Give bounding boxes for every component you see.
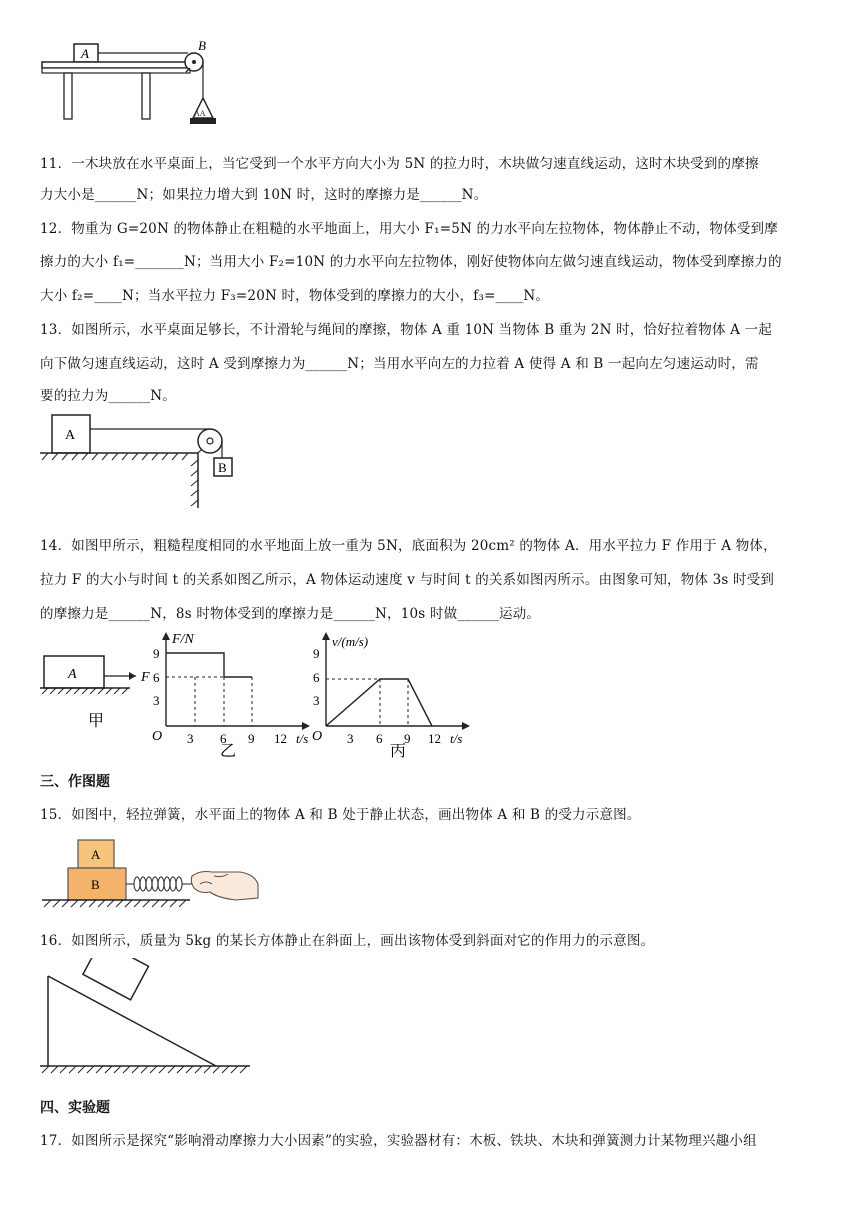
q14-line-1: 14．如图甲所示，粗糙程度相同的水平地面上放一重为 5N，底面积为 20cm² 的物体 A．用水平拉力 F 作用于 A 物体， (40, 538, 777, 554)
q12-line-2: 擦力的大小 f₁=_______N；当用大小 F₂=10N 的力水平向左拉物体，刚好使物体向左做匀速直线运动，物体受到摩擦力的 (40, 254, 782, 270)
q14-bing-xtick-9: 9 (404, 731, 411, 746)
q15-block-a-label: A (91, 847, 101, 862)
block-a-label: A (81, 46, 89, 61)
q15-block-b-label: B (91, 877, 100, 892)
q14-bing-ytick-6: 6 (313, 670, 320, 685)
q14-yi-ytick-9: 9 (153, 646, 160, 661)
q11-line-1: 11．一木块放在水平桌面上，当它受到一个水平方向大小为 5N 的拉力时，木块做匀速直线运动，这时木块受到的摩擦 (40, 156, 759, 172)
section-3-heading: 三、作图题 (40, 774, 110, 790)
q14-bing-xtick-12: 12 (428, 731, 441, 746)
q16-incline-figure (38, 958, 262, 1082)
q12-line-1: 12．物重为 G=20N 的物体静止在粗糙的水平地面上，用大小 F₁=5N 的力水平向左拉物体，物体静止不动，物体受到摩 (40, 221, 778, 237)
q17-line-1: 17．如图所示是探究“影响滑动摩擦力大小因素”的实验，实验器材有：木板、铁块、木块和弹簧测力计某物理兴趣小组 (40, 1133, 757, 1149)
q13-line-1: 13．如图所示，水平桌面足够长，不计滑轮与绳间的摩擦，物体 A 重 10N 当物体 B 重为 2N 时，恰好拉着物体 A 一起 (40, 322, 773, 338)
q14-force-label: F (141, 670, 150, 685)
q14-bing-xlabel: t/s (450, 731, 463, 746)
q13-line-2: 向下做匀速直线运动，这时 A 受到摩擦力为______N；当用水平向左的力拉着 A 使得 A 和 B 一起向左匀速运动时，需 (40, 356, 759, 372)
q13-block-a-label: A (65, 428, 76, 443)
q14-line-3: 的摩擦力是______N，8s 时物体受到的摩擦力是______N，10s 时做______运动。 (40, 606, 541, 622)
q14-jia-caption: 甲 (88, 713, 105, 730)
q14-bing-ytick-3: 3 (313, 693, 320, 708)
q14-yi-ytick-3: 3 (153, 693, 160, 708)
table-pulley-figure (38, 38, 228, 130)
q14-line-2: 拉力 F 的大小与时间 t 的关系如图乙所示，A 物体运动速度 v 与时间 t 的关系如图丙所示。由图象可知，物体 3s 时受到 (40, 572, 775, 588)
section-4-heading: 四、实验题 (40, 1100, 110, 1116)
q15-line-1: 15．如图中，轻拉弹簧，水平面上的物体 A 和 B 处于静止状态，画出物体 A 和 B 的受力示意图。 (40, 807, 641, 823)
q14-yi-xtick-6: 6 (220, 731, 227, 746)
q12-line-3: 大小 f₂=____N；当水平拉力 F₃=20N 时，物体受到的摩擦力的大小，f₃=____N。 (40, 288, 550, 304)
q14-yi-xtick-12: 12 (274, 731, 287, 746)
svg-text:AA: AA (194, 109, 206, 118)
q16-line-1: 16．如图所示，质量为 5kg 的某长方体静止在斜面上，画出该物体受到斜面对它的作用力的示意图。 (40, 933, 655, 949)
q14-figure-jia (38, 652, 160, 734)
q14-yi-origin: O (152, 729, 163, 744)
q14-bing-xtick-6: 6 (376, 731, 383, 746)
q14-yi-xtick-3: 3 (187, 731, 194, 746)
q13-block-b-label: B (218, 460, 227, 475)
q14-bing-ytick-9: 9 (313, 646, 320, 661)
q14-block-a-label: A (68, 667, 77, 682)
q14-yi-xlabel: t/s (296, 731, 309, 746)
q15-spring-figure (40, 832, 262, 914)
pulley-b-label: B (198, 38, 206, 53)
q14-yi-xtick-9: 9 (248, 731, 255, 746)
q14-bing-xtick-3: 3 (347, 731, 354, 746)
q14-figure-bing (310, 630, 478, 758)
q14-yi-caption: 乙 (220, 743, 237, 758)
q14-figure-yi (150, 630, 318, 758)
q11-line-2: 力大小是______N；如果拉力增大到 10N 时，这时的摩擦力是______N。 (40, 187, 488, 203)
q14-bing-origin: O (312, 729, 323, 744)
q13-line-3: 要的拉力为______N。 (40, 388, 176, 404)
q14-bing-ylabel: v/(m/s) (332, 634, 369, 649)
q14-bing-caption: 丙 (390, 743, 407, 758)
q14-yi-ytick-6: 6 (153, 670, 160, 685)
q14-yi-ylabel: F/N (172, 632, 194, 647)
q13-pulley-figure (38, 410, 258, 510)
